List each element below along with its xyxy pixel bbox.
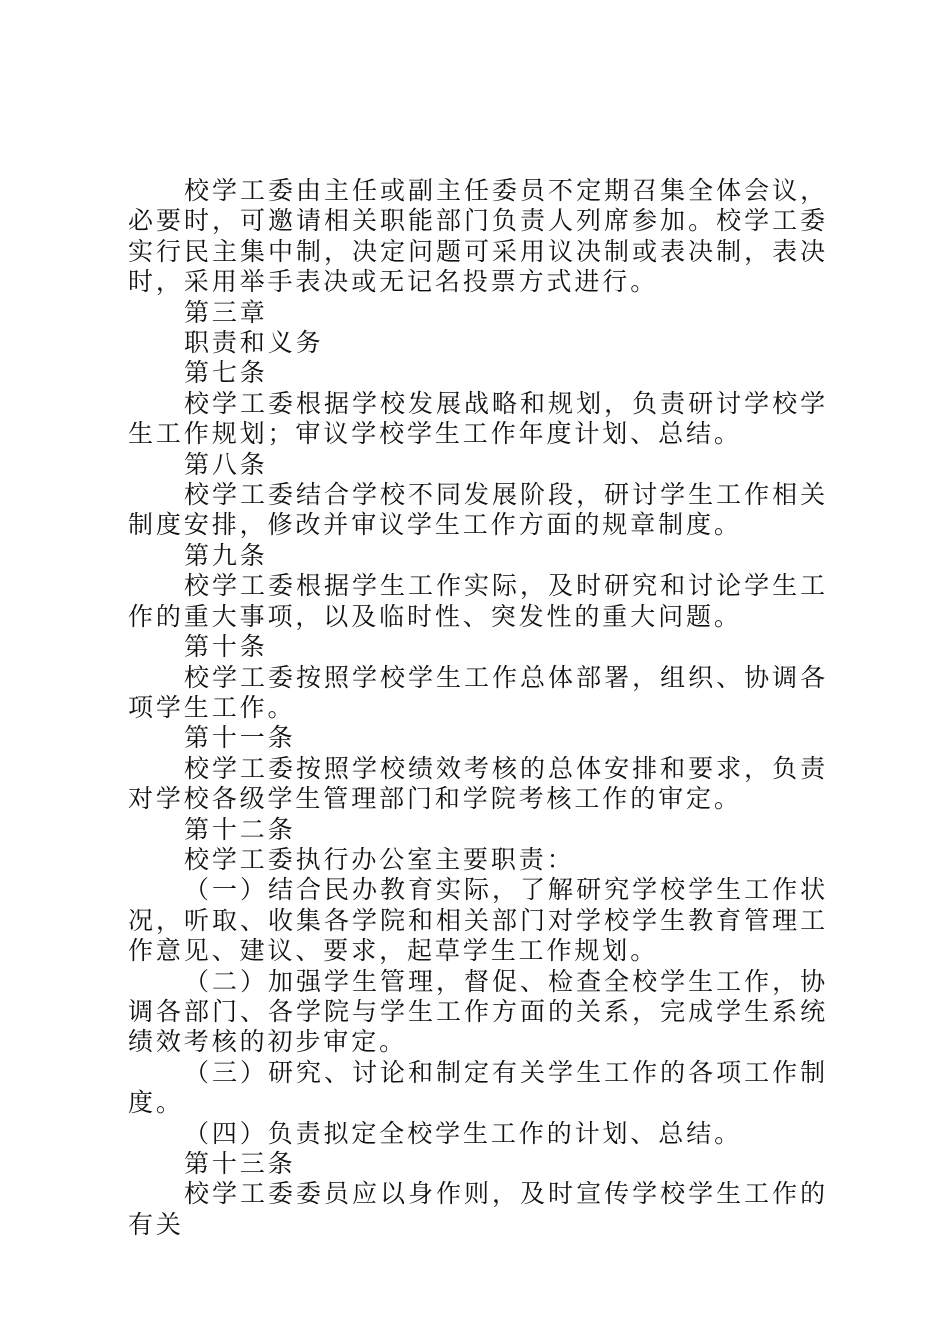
chapter-heading: 第三章 (184, 297, 268, 327)
article-9-body: 校学工委根据学生工作实际，及时研究和讨论学生工作的重大事项，以及临时性、突发性的重大问题。 (128, 571, 828, 631)
article-8-body: 校学工委结合学校不同发展阶段，研讨学生工作相关制度安排，修改并审议学生工作方面的规章制度。 (128, 480, 828, 540)
article-heading-12: 第十二条 (184, 814, 296, 844)
document-body (128, 176, 828, 1240)
article-7-body: 校学工委根据学校发展战略和规划，负责研讨学校学生工作规划；审议学校学生工作年度计划、总结。 (128, 388, 828, 449)
chapter-title: 职责和义务 (184, 328, 324, 358)
article-heading-13: 第十三条 (184, 1149, 296, 1178)
duty-item-1: （一）结合民办教育实际，了解研究学校学生工作状况，听取、收集各学院和相关部门对学校学生教育管理工作意见、建议、要求，起草学生工作规划。 (128, 875, 828, 966)
duty-item-3: （三）研究、讨论和制定有关学生工作的各项工作制度。 (128, 1057, 828, 1118)
article-heading-7: 第七条 (184, 358, 268, 388)
article-10-body: 校学工委按照学校学生工作总体部署，组织、协调各项学生工作。 (128, 662, 828, 722)
paragraph-meeting-rules: 校学工委由主任或副主任委员不定期召集全体会议，必要时，可邀请相关职能部门负责人列席参加。校学工委实行民主集中制，决定问题可采用议决制或表决制，表决时，采用举手表决或无记名投票方式进行。 (128, 176, 828, 297)
article-13-body: 校学工委委员应以身作则，及时宣传学校学生工作的有关 (128, 1179, 828, 1239)
article-heading-11: 第十一条 (184, 723, 296, 753)
article-heading-8: 第八条 (184, 449, 268, 479)
article-11-body: 校学工委按照学校绩效考核的总体安排和要求，负责对学校各级学生管理部门和学院考核工作的审定。 (128, 753, 828, 814)
duty-item-4: （四）负责拟定全校学生工作的计划、总结。 (184, 1118, 743, 1148)
article-heading-10: 第十条 (184, 632, 268, 662)
duty-item-2: （二）加强学生管理，督促、检查全校学生工作，协调各部门、各学院与学生工作方面的关系，完成学生系统绩效考核的初步审定。 (128, 966, 828, 1057)
article-heading-9: 第九条 (184, 540, 268, 570)
article-12-intro: 校学工委执行办公室主要职责： (184, 844, 575, 874)
